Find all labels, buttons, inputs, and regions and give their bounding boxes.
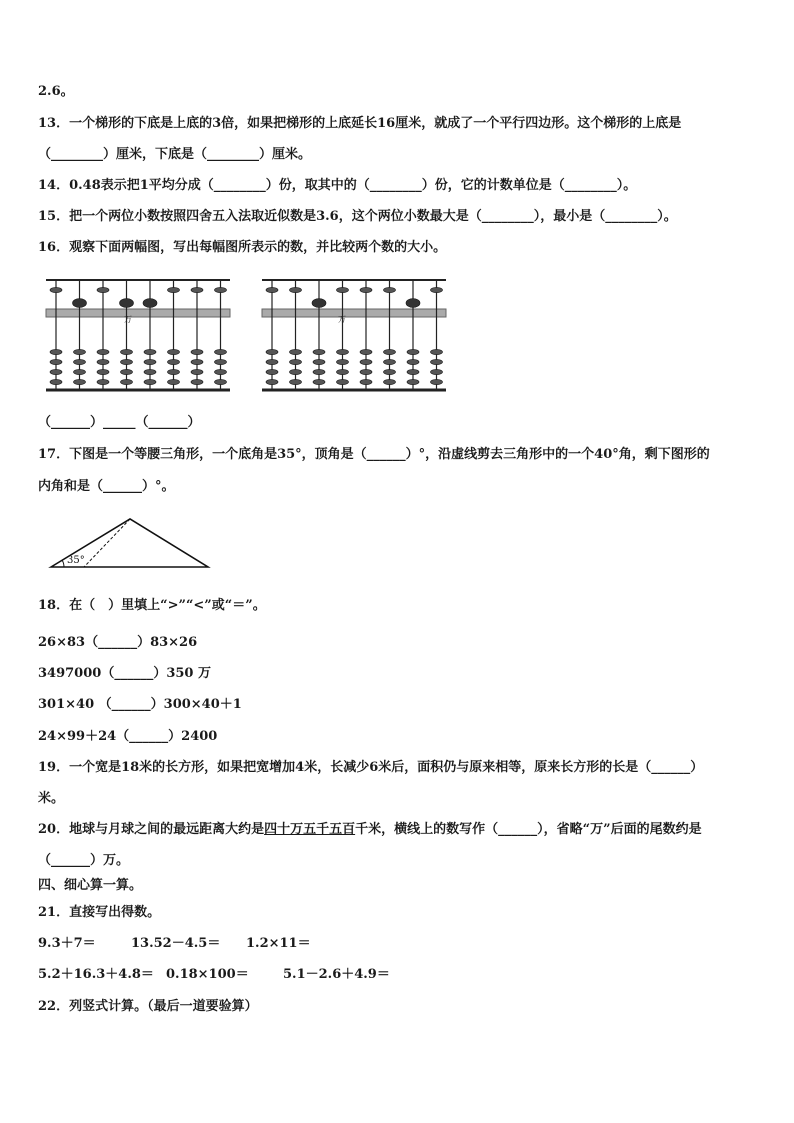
abacus-bead [121, 359, 133, 364]
abacus-bead [312, 299, 326, 308]
abacus-bead [74, 349, 86, 354]
abacus-bead [121, 369, 133, 374]
abacus-bead [337, 369, 349, 374]
question-16-answer-blanks: （______）_____（______） [38, 415, 201, 430]
calc-item-5: 0.18×100＝ [166, 967, 249, 982]
abacus-bead [74, 359, 86, 364]
angle-arc [62, 560, 64, 567]
question-16: 16．观察下面两幅图，写出每幅图所表示的数，并比较两个数的大小。 [38, 240, 447, 255]
abacus-bead [337, 359, 349, 364]
question-22: 22．列竖式计算。（最后一道要验算） [38, 999, 258, 1014]
abacus-bead [168, 359, 180, 364]
abacus-bead [74, 369, 86, 374]
question-13-line-2: （________）厘米，下底是（________）厘米。 [38, 147, 312, 162]
isosceles-triangle-figure [48, 514, 212, 570]
abacus-bead [168, 379, 180, 384]
abacus-bead [168, 369, 180, 374]
abacus-bead [50, 349, 62, 354]
abacus-2-mark: 万 [338, 315, 346, 324]
calc-item-3: 1.2×11＝ [246, 936, 311, 951]
abacus-bead [120, 299, 134, 308]
question-18-item-4: 24×99＋24（______）2400 [38, 729, 218, 744]
abacus-bead [121, 379, 133, 384]
abacus-bead [407, 379, 419, 384]
question-14: 14．0.48表示把1平均分成（________）份，取其中的（________）份，它的计数单位是（________）。 [38, 178, 637, 193]
abacus-bead [191, 369, 203, 374]
calc-item-2: 13.52－4.5＝ [131, 936, 221, 951]
abacus-bead [121, 349, 133, 354]
abacus-bead [313, 369, 325, 374]
abacus-bead [168, 287, 180, 292]
abacus-bead [73, 299, 87, 308]
abacus-bead [313, 359, 325, 364]
abacus-bead [337, 287, 349, 292]
question-20-prefix: 20．地球与月球之间的最远距离大约是 [38, 822, 265, 837]
abacus-bead [215, 359, 227, 364]
abacus-bead [360, 359, 372, 364]
abacus-bead [266, 369, 278, 374]
abacus-bead [384, 369, 396, 374]
abacus-1-rods [50, 280, 227, 390]
abacus-bead [384, 349, 396, 354]
question-18-item-2: 3497000（______）350 万 [38, 666, 211, 681]
abacus-bead [407, 359, 419, 364]
question-17-line-1: 17．下图是一个等腰三角形，一个底角是35°，顶角是（______）°，沿虚线剪去三角形中的一个40°角，剩下图形的 [38, 447, 710, 462]
calc-item-4: 5.2＋16.3＋4.8＝ [38, 967, 154, 982]
abacus-bead [384, 359, 396, 364]
abacus-bead [97, 349, 109, 354]
question-20-underlined-number: 四十万五千五百 [264, 822, 356, 837]
abacus-bead [407, 369, 419, 374]
abacus-bead [290, 359, 302, 364]
abacus-bead [97, 369, 109, 374]
abacus-bead [431, 359, 443, 364]
abacus-bead [360, 369, 372, 374]
abacus-bead [97, 359, 109, 364]
question-20-suffix: 千米，横线上的数写作（______），省略“万”后面的尾数约是 [355, 822, 702, 837]
abacus-bead [290, 369, 302, 374]
abacus-bead [191, 349, 203, 354]
abacus-bead [431, 349, 443, 354]
abacus-bead [215, 287, 227, 292]
abacus-bead [144, 359, 156, 364]
question-15: 15．把一个两位小数按照四舍五入法取近似数是3.6，这个两位小数最大是（________），最小是（________）。 [38, 209, 677, 224]
abacus-bead [191, 359, 203, 364]
abacus-bead [384, 287, 396, 292]
calc-item-1: 9.3＋7＝ [38, 936, 96, 951]
question-20-line-2: （______）万。 [38, 853, 130, 868]
question-17-line-2: 内角和是（______）°。 [38, 479, 175, 494]
abacus-bead [313, 349, 325, 354]
abacus-bead [74, 379, 86, 384]
abacus-bead [144, 349, 156, 354]
abacus-bead [360, 287, 372, 292]
calc-item-6: 5.1－2.6＋4.9＝ [283, 967, 390, 982]
abacus-bead [97, 379, 109, 384]
abacus-bead [384, 379, 396, 384]
abacus-bead [215, 369, 227, 374]
abacus-bead [191, 379, 203, 384]
abacus-bead [144, 379, 156, 384]
abacus-bead [191, 287, 203, 292]
abacus-bead [144, 369, 156, 374]
abacus-bead [360, 379, 372, 384]
question-18: 18．在（ ）里填上“>”“<”或“＝”。 [38, 598, 266, 613]
abacus-1-mark: 万 [124, 315, 132, 324]
answer-fragment: 2.6。 [38, 84, 74, 99]
abacus-figure-1 [44, 278, 232, 394]
abacus-figure-2 [260, 278, 448, 394]
abacus-bead [50, 359, 62, 364]
abacus-bead [290, 379, 302, 384]
abacus-bead [431, 379, 443, 384]
abacus-bead [431, 287, 443, 292]
abacus-bead [215, 349, 227, 354]
abacus-bead [431, 369, 443, 374]
abacus-bead [215, 379, 227, 384]
section-4-heading: 四、细心算一算。 [38, 878, 143, 893]
triangle-angle-label: 35° [67, 555, 85, 566]
question-13-line-1: 13．一个梯形的下底是上底的3倍，如果把梯形的上底延长16厘米，就成了一个平行四边形。这个梯形的上底是 [38, 116, 682, 131]
abacus-bead [337, 349, 349, 354]
abacus-bead [290, 287, 302, 292]
abacus-bead [97, 287, 109, 292]
abacus-bead [290, 349, 302, 354]
abacus-bead [168, 349, 180, 354]
abacus-bead [143, 299, 157, 308]
abacus-bead [407, 349, 419, 354]
abacus-bead [406, 299, 420, 308]
abacus-bead [266, 349, 278, 354]
question-18-item-1: 26×83（______）83×26 [38, 635, 198, 650]
abacus-bead [266, 287, 278, 292]
abacus-2-rods [266, 280, 443, 390]
abacus-bead [50, 287, 62, 292]
question-21: 21．直接写出得数。 [38, 905, 161, 920]
question-18-item-3: 301×40 （______）300×40＋1 [38, 697, 242, 712]
question-19-line-2: 米。 [38, 791, 65, 806]
question-19-line-1: 19．一个宽是18米的长方形，如果把宽增加4米，长减少6米后，面积仍与原来相等，原来长方形的长是（______） [38, 760, 704, 775]
abacus-bead [360, 349, 372, 354]
abacus-bead [337, 379, 349, 384]
abacus-bead [266, 359, 278, 364]
abacus-bead [266, 379, 278, 384]
abacus-bead [50, 379, 62, 384]
abacus-bead [50, 369, 62, 374]
question-20-line-1 [38, 822, 702, 838]
abacus-bead [313, 379, 325, 384]
